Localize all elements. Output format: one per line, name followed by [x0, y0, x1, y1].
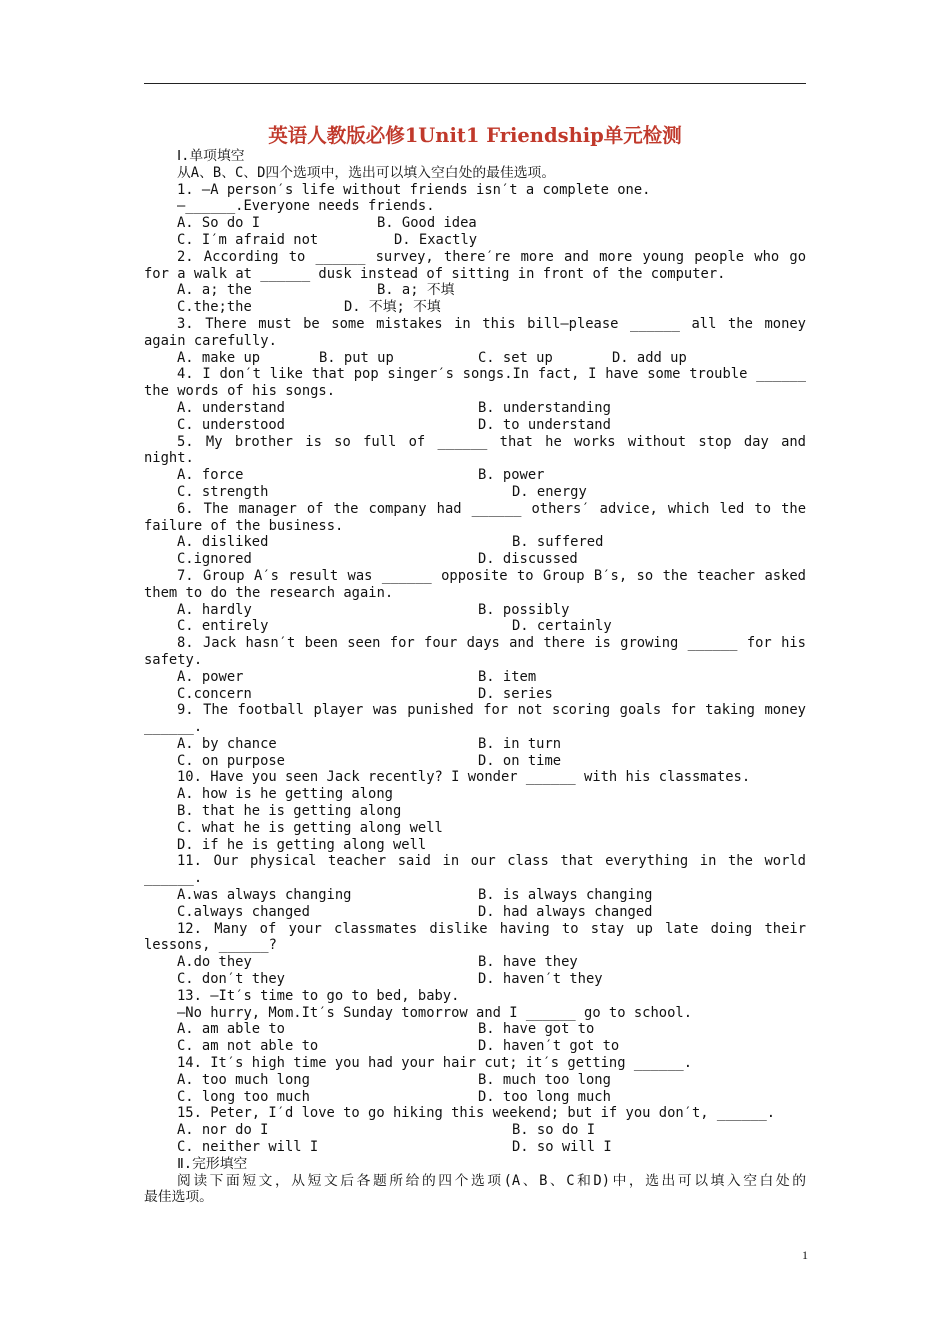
question-8-stem-cont: safety.: [144, 651, 203, 668]
question-12-option-c: C. don′t they: [177, 971, 285, 988]
question-12-options-cd: [144, 971, 806, 988]
question-8-option-c: C.concern: [177, 685, 252, 702]
header-rule: [144, 83, 806, 84]
question-13-options-cd: [144, 1038, 806, 1055]
question-5-option-a: A. force: [177, 467, 244, 484]
question-3-option-d: D. add up: [612, 349, 687, 366]
question-14-option-c: C. long too much: [177, 1088, 310, 1105]
question-2-option-b: B. a; 不填: [377, 282, 455, 299]
question-5-option-b: B. power: [478, 467, 545, 484]
question-2-options-cd: [144, 299, 806, 316]
question-7-stem: 7. Group A′s result was ______ opposite to Group B′s, so the teacher asked: [177, 567, 806, 584]
question-6-option-b: B. suffered: [512, 534, 604, 551]
question-8-option-d: D. series: [478, 685, 553, 702]
question-1-option-d: D. Exactly: [394, 231, 478, 248]
question-11-option-b: B. is always changing: [478, 887, 653, 904]
question-12-option-d: D. haven′t they: [478, 971, 603, 988]
question-11-options-cd: [144, 904, 806, 921]
question-12-option-b: B. have they: [478, 954, 578, 971]
question-12-option-a: A.do they: [177, 954, 252, 971]
question-1-options-ab: [144, 215, 806, 232]
question-5-options-cd: [144, 484, 806, 501]
question-3-stem-cont: again carefully.: [144, 332, 277, 349]
question-12-options-ab: [144, 954, 806, 971]
question-9-stem-cont: ______.: [144, 719, 203, 736]
question-5-option-d: D. energy: [512, 483, 587, 500]
question-4-option-d: D. to understand: [478, 416, 611, 433]
question-14-option-d: D. too long much: [478, 1088, 611, 1105]
question-1-option-b: B. Good idea: [377, 215, 477, 232]
question-5-stem: 5. My brother is so full of ______ that he works without stop day and: [177, 433, 806, 450]
question-11-option-a: A.was always changing: [177, 887, 352, 904]
page-number: 1: [802, 1248, 808, 1262]
question-13-option-a: A. am able to: [177, 1021, 285, 1038]
question-9-option-d: D. on time: [478, 752, 562, 769]
question-4-option-c: C. understood: [177, 416, 285, 433]
question-6-stem: 6. The manager of the company had ______ others′ advice, which led to the: [177, 500, 806, 517]
question-11-stem-cont: ______.: [144, 870, 203, 887]
question-6-stem-cont: failure of the business.: [144, 517, 344, 534]
question-8-option-b: B. item: [478, 668, 537, 685]
question-6-option-d: D. discussed: [478, 551, 578, 568]
question-5-stem-cont: night.: [144, 450, 194, 467]
question-13-options-ab: [144, 1021, 806, 1038]
question-11-options-ab: [144, 887, 806, 904]
question-12-stem-cont: lessons, ______?: [144, 937, 277, 954]
question-7-option-d: D. certainly: [512, 618, 612, 635]
question-10-stem: 10. Have you seen Jack recently? I wonder ______ with his classmates.: [177, 769, 751, 786]
question-13-option-d: D. haven′t got to: [478, 1038, 620, 1055]
question-13-option-b: B. have got to: [478, 1021, 595, 1038]
question-9-option-b: B. in turn: [478, 735, 562, 752]
section-2-instruction-cont: 最佳选项。: [144, 1189, 213, 1206]
question-1-stem: 1. —A person′s life without friends isn′t a complete one.: [177, 181, 651, 198]
question-2-stem: 2. According to ______ survey, there′re more and more young people who go: [177, 248, 806, 265]
question-13-option-c: C. am not able to: [177, 1038, 319, 1055]
question-15-option-a: A. nor do I: [177, 1122, 269, 1139]
question-5-option-c: C. strength: [177, 483, 269, 500]
question-8-options-ab: [144, 669, 806, 686]
section-2-heading: Ⅱ.完形填空: [177, 1155, 248, 1172]
question-13-stem: 13. —It′s time to go to bed, baby.: [177, 987, 460, 1004]
question-9-options-cd: [144, 753, 806, 770]
question-6-option-c: C.ignored: [177, 551, 252, 568]
question-1-options-cd: [144, 232, 806, 249]
question-10-option-c: C. what he is getting along well: [177, 819, 443, 836]
question-4-stem: 4. I don′t like that pop singer′s songs.In fact, I have some trouble ______: [177, 366, 806, 383]
question-8-stem: 8. Jack hasn′t been seen for four days and there is growing ______ for his: [177, 635, 806, 652]
question-2-option-d: D. 不填; 不填: [344, 299, 441, 316]
question-8-option-a: A. power: [177, 668, 244, 685]
question-7-option-b: B. possibly: [478, 601, 570, 618]
question-10-option-d: D. if he is getting along well: [177, 836, 427, 853]
question-9-option-a: A. by chance: [177, 735, 277, 752]
question-7-option-c: C. entirely: [177, 618, 269, 635]
question-15-option-d: D. so will I: [512, 1139, 612, 1156]
question-12-stem: 12. Many of your classmates dislike having to stay up late doing their: [177, 920, 806, 937]
question-8-options-cd: [144, 686, 806, 703]
question-6-options-ab: [144, 534, 806, 551]
question-13-reply: —No hurry, Mom.It′s Sunday tomorrow and I ______ go to school.: [177, 1004, 692, 1021]
question-7-option-a: A. hardly: [177, 601, 252, 618]
question-11-stem: 11. Our physical teacher said in our class that everything in the world: [177, 853, 806, 870]
question-4-options-cd: [144, 417, 806, 434]
question-2-options-ab: [144, 282, 806, 299]
question-9-stem: 9. The football player was punished for not scoring goals for taking money: [177, 702, 806, 719]
question-11-option-d: D. had always changed: [478, 903, 653, 920]
question-14-stem: 14. It′s high time you had your hair cut; it′s getting ______.: [177, 1055, 692, 1072]
question-7-options-cd: [144, 618, 806, 635]
question-14-options-cd: [144, 1089, 806, 1106]
question-4-options-ab: [144, 400, 806, 417]
question-2-stem-cont: for a walk at ______ dusk instead of sitting in front of the computer.: [144, 265, 726, 282]
section-1-heading: Ⅰ.单项填空: [177, 148, 245, 164]
question-10-option-b: B. that he is getting along: [177, 803, 402, 820]
question-9-option-c: C. on purpose: [177, 752, 285, 769]
question-4-option-a: A. understand: [177, 399, 285, 416]
question-1-option-a: A. So do I: [177, 215, 261, 232]
question-9-options-ab: [144, 736, 806, 753]
question-3-option-b: B. put up: [319, 349, 394, 366]
question-10-option-a: A. how is he getting along: [177, 786, 393, 803]
question-11-option-c: C.always changed: [177, 903, 310, 920]
question-1-option-c: C. I′m afraid not: [177, 231, 319, 248]
question-4-stem-cont: the words of his songs.: [144, 383, 336, 400]
question-15-option-b: B. so do I: [512, 1122, 596, 1139]
question-2-option-c: C.the;the: [177, 299, 252, 316]
question-7-options-ab: [144, 602, 806, 619]
question-6-options-cd: [144, 551, 806, 568]
question-15-options-cd: [144, 1139, 806, 1156]
document-body: [144, 148, 806, 1206]
question-14-option-a: A. too much long: [177, 1071, 310, 1088]
section-2-instruction: 阅读下面短文，从短文后各题所给的四个选项(A、B、C和D)中，选出可以填入空白处的: [177, 1172, 806, 1189]
question-3-options: [144, 350, 806, 367]
document-title: 英语人教版必修1Unit1 Friendship单元检测: [268, 124, 682, 147]
question-3-option-c: C. set up: [478, 349, 553, 366]
question-14-options-ab: [144, 1072, 806, 1089]
question-2-option-a: A. a; the: [177, 282, 252, 299]
question-6-option-a: A. disliked: [177, 534, 269, 551]
question-7-stem-cont: them to do the research again.: [144, 584, 394, 601]
question-1-reply: —______.Everyone needs friends.: [177, 198, 435, 215]
question-14-option-b: B. much too long: [478, 1071, 611, 1088]
question-15-option-c: C. neither will I: [177, 1139, 319, 1156]
question-4-option-b: B. understanding: [478, 399, 611, 416]
question-15-options-ab: [144, 1122, 806, 1139]
section-1-instruction: 从A、B、C、D四个选项中，选出可以填入空白处的最佳选项。: [177, 164, 556, 181]
question-15-stem: 15. Peter, I′d love to go hiking this weekend; but if you don′t, ______.: [177, 1105, 776, 1122]
question-3-option-a: A. make up: [177, 349, 261, 366]
question-5-options-ab: [144, 467, 806, 484]
question-3-stem: 3. There must be some mistakes in this bill—please ______ all the money: [177, 315, 806, 332]
